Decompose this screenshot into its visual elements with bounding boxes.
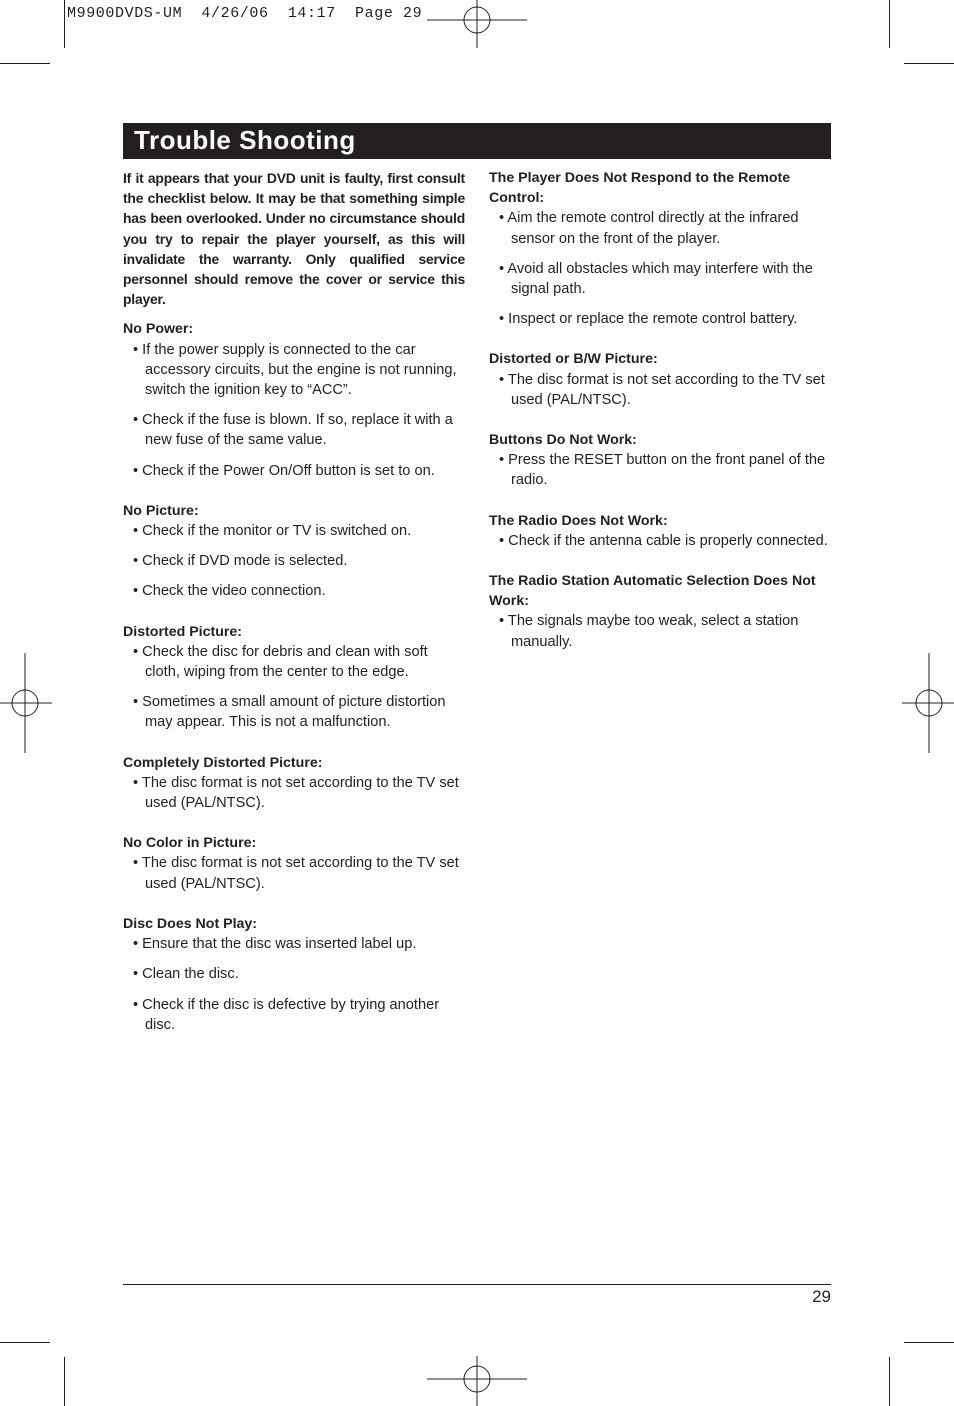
section-title: No Color in Picture:	[123, 835, 257, 852]
bullet-text: Check if the monitor or TV is switched on.	[142, 523, 412, 540]
bullet-icon: •	[499, 452, 505, 469]
trouble-section	[489, 349, 831, 410]
bullet-text: Clean the disc.	[142, 966, 239, 983]
page-number: 29	[812, 1287, 831, 1306]
page-title: Trouble Shooting	[134, 125, 356, 155]
bullet-text: The disc format is not set according to the TV set used (PAL/NTSC).	[507, 371, 825, 408]
bullet-item	[123, 551, 465, 571]
section-title: Distorted Picture:	[123, 623, 243, 640]
bullet-text: Check if the Power On/Off button is set to on.	[142, 462, 435, 479]
crop-mark	[904, 63, 954, 64]
bullet-item	[123, 642, 465, 682]
bullet-item	[489, 370, 831, 410]
crop-mark	[889, 1357, 890, 1406]
bullet-text: Check the video connection.	[142, 583, 326, 600]
trouble-section	[489, 511, 831, 551]
bullet-item	[489, 309, 831, 329]
bullet-item	[123, 964, 465, 984]
bullet-item	[123, 410, 465, 450]
bullet-icon: •	[133, 855, 139, 872]
section-title: Distorted or B/W Picture:	[489, 351, 658, 368]
registration-mark-bottom	[425, 1356, 529, 1406]
bullet-icon: •	[133, 774, 139, 791]
bullet-icon: •	[133, 966, 139, 983]
section-title: No Power:	[123, 321, 194, 338]
bullet-item	[489, 208, 831, 248]
bullet-icon: •	[133, 341, 139, 358]
bullet-text: The disc format is not set according to the TV set used (PAL/NTSC).	[141, 774, 459, 812]
bullet-icon: •	[133, 462, 139, 479]
left-column	[123, 168, 465, 1055]
bullet-text: Check if the antenna cable is properly connected.	[508, 532, 828, 549]
section-title: Disc Does Not Play:	[123, 915, 258, 932]
section-title: The Player Does Not Respond to the Remote Control:	[489, 170, 791, 207]
bullet-text: Check the disc for debris and clean with soft cloth, wiping from the center to the edge.	[142, 643, 428, 681]
trouble-section	[123, 501, 465, 602]
crop-mark	[904, 1342, 954, 1343]
trouble-section	[123, 622, 465, 733]
bullet-item	[123, 853, 465, 893]
section-title: Buttons Do Not Work:	[489, 432, 637, 449]
bullet-item	[489, 611, 831, 651]
bullet-item	[123, 773, 465, 813]
section-title: No Picture:	[123, 502, 199, 519]
print-header: M9900DVDS-UM 4/26/06 14:17 Page 29	[67, 5, 423, 22]
bullet-text: Check if the disc is defective by trying another disc.	[142, 996, 440, 1033]
bullet-icon: •	[499, 210, 505, 227]
trouble-section	[123, 833, 465, 894]
crop-mark	[0, 63, 50, 64]
bullet-item	[123, 521, 465, 541]
bullet-text: Inspect or replace the remote control battery.	[508, 311, 798, 328]
bullet-icon: •	[133, 523, 139, 540]
trouble-section	[489, 571, 831, 652]
right-sections	[489, 168, 831, 652]
bullet-icon: •	[499, 371, 505, 388]
bullet-item	[489, 259, 831, 299]
trouble-section	[123, 319, 465, 480]
bullet-text: Check if the fuse is blown. If so, replace it with a new fuse of the same value.	[142, 412, 453, 449]
bullet-icon: •	[133, 936, 139, 953]
section-title: The Radio Station Automatic Selection Does Not Work:	[489, 573, 816, 610]
bullet-item	[123, 692, 465, 732]
bullet-icon: •	[133, 996, 139, 1013]
bullet-icon: •	[499, 260, 505, 277]
bullet-icon: •	[133, 583, 139, 600]
bullet-text: Ensure that the disc was inserted label up.	[142, 936, 417, 953]
bullet-icon: •	[499, 532, 505, 549]
bullet-text: Aim the remote control directly at the infrared sensor on the front of the player.	[507, 210, 799, 247]
bullet-icon: •	[133, 553, 139, 570]
bullet-text: The disc format is not set according to the TV set used (PAL/NTSC).	[141, 855, 459, 892]
registration-mark-top	[425, 0, 529, 48]
trouble-section	[489, 430, 831, 491]
bullet-icon: •	[133, 412, 139, 429]
trouble-section	[489, 168, 831, 329]
intro-paragraph: If it appears that your DVD unit is faulty, first consult the checklist below. It may be that something simple has been overlooked. Under no circumstance should you try to repair the player yourself, as this will invalidate the warranty. Only qualified service personnel should remove the cover or service this player.	[123, 170, 465, 308]
crop-mark	[0, 1342, 50, 1343]
crop-mark	[64, 0, 65, 48]
footer-rule	[123, 1284, 831, 1285]
bullet-text: Sometimes a small amount of picture distortion may appear. This is not a malfunction.	[142, 694, 446, 731]
bullet-item	[123, 581, 465, 601]
bullet-item	[489, 531, 831, 551]
right-column	[489, 168, 831, 672]
bullet-icon: •	[499, 613, 505, 630]
section-title: Completely Distorted Picture:	[123, 754, 323, 771]
bullet-icon: •	[133, 694, 139, 711]
bullet-text: Avoid all obstacles which may interfere with the signal path.	[507, 260, 813, 298]
registration-mark-right	[902, 652, 954, 754]
bullet-text: Press the RESET button on the front panel of the radio.	[508, 452, 826, 489]
bullet-text: The signals maybe too weak, select a station manually.	[507, 613, 799, 650]
bullet-item	[123, 934, 465, 954]
bullet-item	[489, 450, 831, 490]
bullet-item	[123, 995, 465, 1035]
title-bar	[123, 123, 831, 159]
crop-mark	[889, 0, 890, 48]
crop-mark	[64, 1357, 65, 1406]
bullet-item	[123, 340, 465, 401]
bullet-item	[123, 461, 465, 481]
registration-mark-left	[0, 652, 52, 754]
bullet-icon: •	[499, 311, 505, 328]
section-title: The Radio Does Not Work:	[489, 512, 668, 529]
trouble-section	[123, 914, 465, 1035]
bullet-text: Check if DVD mode is selected.	[142, 553, 348, 570]
left-sections	[123, 319, 465, 1034]
bullet-text: If the power supply is connected to the car accessory circuits, but the engine is not running, switch the ignition key to “ACC”.	[142, 341, 457, 399]
trouble-section	[123, 753, 465, 814]
bullet-icon: •	[133, 643, 139, 660]
